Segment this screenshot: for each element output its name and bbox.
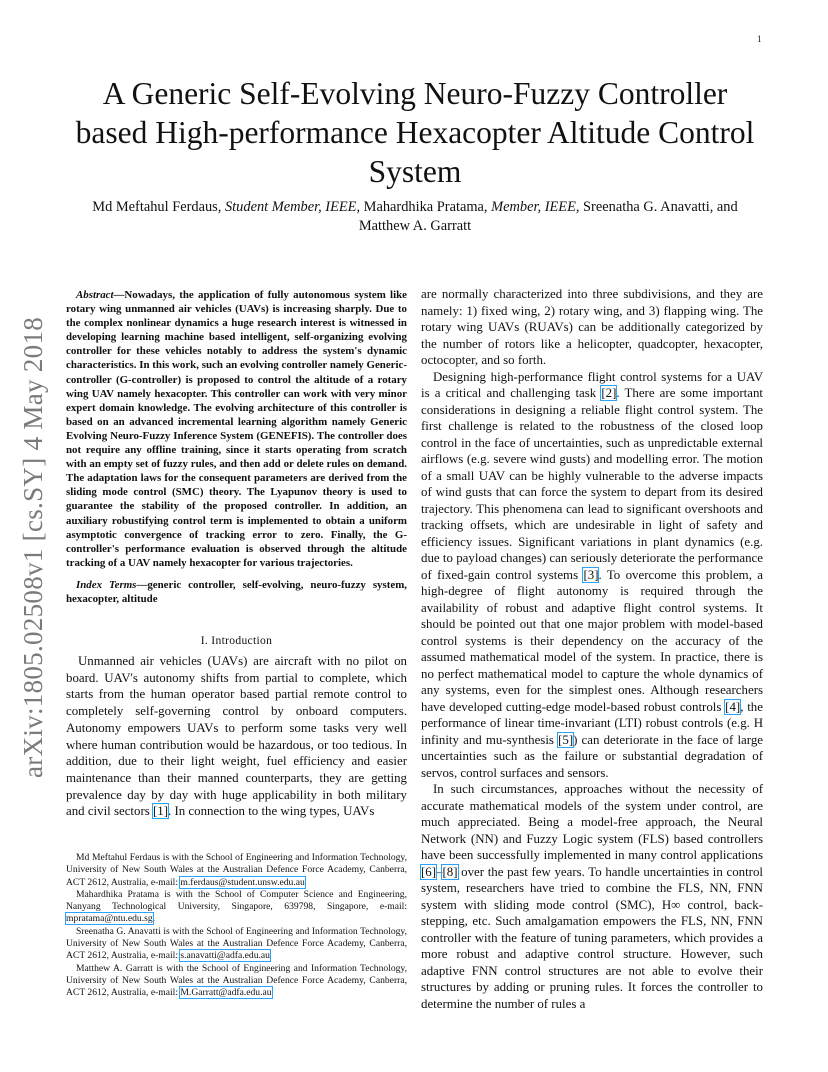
abstract	[66, 288, 407, 570]
paragraph-continuation: are normally characterized into three subdivisions, and they are namely: 1) fixed wing, 2) rotary wing, and 3) flapping wing. The rotary wing UAVs (RUAVs) can be additionally categorized by the number of rotors like a helicopter, quadcopter, hexacopter, octocopter, and so forth.	[421, 287, 763, 367]
paragraph-flight-control	[421, 369, 763, 782]
text-segment: Designing high-performance flight control systems for a UAV is a critical and challenging task	[421, 369, 763, 400]
footnote-author-2	[66, 889, 407, 926]
text-segment: . To overcome this problem, a high-degree of flight autonomy is required through the availability of robust and adaptive flight control systems. It should be pointed out that one major problem with model-based control systems is their dependency on the accuracy of the assumed mathematical model of the system. In practice, there is no perfect mathematical model to capture the whole dynamics of any systems, even for the simplest ones. Although researchers have developed cutting-edge model-based robust controls	[421, 567, 763, 714]
author-list	[90, 198, 740, 236]
author-1-role: Student Member, IEEE,	[224, 199, 361, 215]
abstract-text: —Nowadays, the application of fully autonomous system like rotary wing unmanned air vehicles (UAVs) is increasing sharply. Due to the complex nonlinear dynamics a huge research interest is witnessed in developing learning machine based intelligent, self-organizing evolving controller for these vehicles notably to address the system's dynamic characteristics. In this work, such an evolving controller namely Generic-controller (G-controller) is proposed to control the altitude of a rotary wing UAV namely hexacopter. This controller can work with very minor expert domain knowledge. The evolving architecture of this controller is based on an advanced incremental learning algorithm namely Generic Evolving Neuro-Fuzzy Inference System (GENEFIS). The controller does not require any offline training, since it starts operating from scratch with an empty set of fuzzy rules, and then add or delete rules on demand. The adaptation laws for the consequent parameters are derived from the sliding mode control (SMC) theory. The Lyapunov theory is used to guarantee the stability of the proposed controller. In addition, an auxiliary robustifying control term is implemented to obtain a uniform asymptotic convergence of tracking error to zero. Finally, the G-controller's performance evaluation is observed through the altitude tracking of a UAV namely hexacopter for various trajectories.	[66, 289, 407, 569]
author-2-name: Mahardhika Pratama,	[360, 199, 492, 215]
abstract-label: Abstract	[76, 289, 114, 301]
footnote-text: Md Meftahul Ferdaus is with the School of Engineering and Information Technology, University of New South Wales at the Australian Defence Force Academy, Canberra, ACT 2612, Australia, e-mail:	[66, 852, 407, 888]
page-number: 1	[757, 34, 762, 44]
email-link[interactable]: m.ferdaus@student.unsw.edu.au	[180, 876, 305, 888]
email-link[interactable]: M.Garratt@adfa.edu.au	[180, 987, 272, 999]
citation-link[interactable]: [1]	[153, 804, 169, 819]
footnote-author-4	[66, 963, 407, 1000]
email-link[interactable]: mpratama@ntu.edu.sg	[66, 913, 153, 925]
paper-title: A Generic Self-Evolving Neuro-Fuzzy Controller based High-performance Hexacopter Altitude Control System	[75, 76, 755, 189]
text-segment: , the performance of linear time-invariant (LTI) robust controls (e.g. H infinity and mu-synthesis	[421, 699, 763, 747]
footnote-text: Matthew A. Garratt is with the School of Engineering and Information Technology, University of New South Wales at the Australian Defence Force Academy, Canberra, ACT 2612, Australia, e-mail:	[66, 962, 407, 999]
author-others: Sreenatha G. Anavatti, and Matthew A. Garratt	[358, 199, 738, 234]
author-2-role: Member, IEEE,	[491, 199, 580, 215]
footnote-text-end: .	[152, 913, 156, 925]
author-1-name: Md Meftahul Ferdaus,	[92, 199, 225, 215]
paragraph-model-free	[421, 781, 763, 1012]
citation-link[interactable]: [6]	[421, 864, 437, 879]
text-segment: In such circumstances, approaches without the necessity of accurate mathematical models of the system under control, are much appreciated. Being a model-free approach, the Neural Network (NN) and Fuzzy Logic system (FLS) based controllers have been successfully implemented in many control applications	[421, 782, 763, 862]
citation-link[interactable]: [3]	[583, 567, 599, 582]
footnote-text: Mahardhika Pratama is with the School of Computer Science and Engineering, Nanyang Technological University, Singapore, 639798, Singapore, e-mail:	[66, 888, 407, 913]
citation-link[interactable]: [4]	[725, 699, 741, 714]
text-segment: –	[436, 864, 443, 879]
footnote-author-3	[66, 926, 407, 963]
arxiv-identifier: arXiv:1805.02508v1 [cs.SY] 4 May 2018	[18, 316, 48, 778]
section-heading-introduction: I. Introduction	[200, 634, 273, 648]
right-column	[421, 286, 763, 1012]
intro-paragraph	[66, 653, 407, 820]
intro-text-end: . In connection to the wing types, UAVs	[168, 804, 375, 819]
index-terms	[66, 578, 407, 606]
citation-link[interactable]: [8]	[442, 864, 458, 879]
index-terms-label: Index Terms	[76, 578, 137, 591]
left-column	[66, 288, 407, 820]
text-segment: over the past few years. To handle uncertainties in control system, researchers have tried to combine the FLS, NN, FNN system with sliding mode control (SMC), H∞ control, back-stepping, etc. Such amalgamation empowers the FLS, NN, FNN controller with the feature of tuning parameters, which provides a more robust and adaptive control structure. However, such adaptive FNN control structures are not able to evolve their structures by adding or pruning rules. It forces the controller to determine the number of rules a	[421, 864, 763, 1011]
text-segment: ) can deteriorate in the face of large uncertainties such as the failure or substantial degradation of servos, control surfaces and sensors.	[421, 732, 763, 780]
citation-link[interactable]: [2]	[601, 386, 617, 400]
author-footnotes	[66, 852, 407, 1000]
intro-text: Unmanned air vehicles (UAVs) are aircraft with no pilot on board. UAV's autonomy shifts from partial to complete, which starts from the human operator based partial remote control to completely self-governing control by onboard computers. Autonomy empowers UAVs to perform some tasks very well where human contribution would be hazardous, or too tedious. In addition, due to their light weight, fuel efficiency and easier maintenance than their manned counterparts, they are getting prevalence day by day with huge applicability in both military and civil sectors	[66, 654, 407, 819]
email-link[interactable]: s.anavatti@adfa.edu.au	[180, 950, 270, 962]
footnote-author-1	[66, 852, 407, 889]
citation-link[interactable]: [5]	[558, 732, 574, 747]
text-segment: . There are some important considerations in designing a reliable flight control system. The first challenge is related to the robustness of the closed loop control in the face of uncertainties, such as unpredictable external airflows (e.g. severe wind gusts) and modelling error. The motion of a small UAV can be highly vulnerable to the adverse impacts of wind gusts that can force the system to depart from its desired trajectory. This phenomena can lead to significant overshoots and tracking offsets, which are undesirable in light of safety and efficiency issues. Significant variations in plant dynamics (e.g. due to payload changes) can seriously deteriorate the performance of fixed-gain control systems	[421, 386, 763, 582]
footnote-text: Sreenatha G. Anavatti is with the School of Engineering and Information Technology, University of New South Wales at the Australian Defence Force Academy, Canberra, ACT 2612, Australia, e-mail:	[66, 925, 407, 962]
index-terms-text: —generic controller, self-evolving, neuro-fuzzy system, hexacopter, altitude	[66, 578, 407, 605]
